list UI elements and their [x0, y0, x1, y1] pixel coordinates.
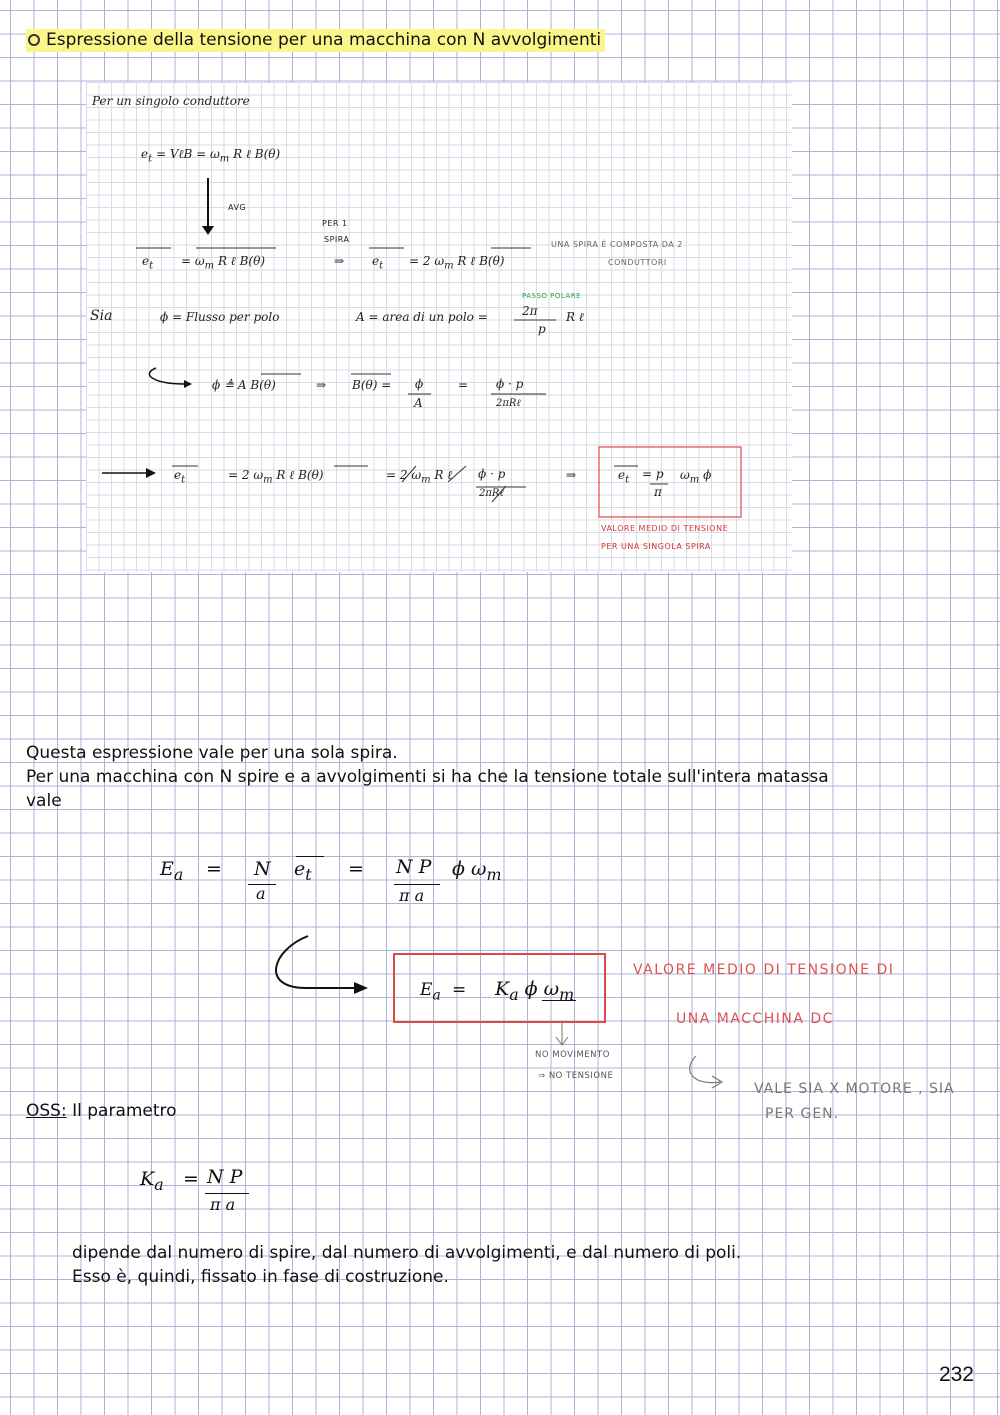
snap-eq4-c [386, 468, 452, 485]
paragraph-2b: vale [26, 791, 62, 811]
snap-eq2r-rest: R ℓ B(θ) [453, 254, 505, 268]
ea-a: a [256, 884, 266, 903]
snap-eq2-mid-a: = ω [181, 254, 205, 268]
snap-eq4-c-txt: = 2 ω [386, 468, 422, 482]
grey-curved-arrow-icon [682, 1052, 742, 1092]
snap-eq1 [141, 147, 280, 164]
snap-eq3: ϕ ≜ A B(θ) [212, 378, 276, 392]
section-title [26, 29, 605, 52]
ka-lhs-sub: a [154, 1174, 164, 1194]
red-note-1: VALORE MEDIO DI TENSIONE DI [633, 962, 895, 978]
snap-eq1-rhs-sub: m [219, 153, 230, 165]
ea-phiw-sub: m [486, 864, 502, 884]
oss-line [26, 1100, 177, 1124]
snap-box-w [680, 468, 711, 485]
oss-text: Il parametro [66, 1101, 177, 1121]
ea-N: N [254, 858, 271, 880]
snap-eq4-e-sub: t [181, 474, 186, 486]
down-arrow-icon [552, 1022, 572, 1048]
paragraph-4: Esso è, quindi, fissato in fase di costruzione. [72, 1267, 449, 1287]
snap-spira: SPIRA [324, 235, 350, 244]
snap-line-1: Per un singolo conduttore [92, 94, 250, 108]
snap-box-rhs: = p [642, 467, 664, 481]
ea-overline [296, 856, 324, 857]
snap-rl: R ℓ [566, 310, 584, 324]
paragraph-3: dipende dal numero di spire, dal numero di avvolgimenti, e dal numero di poli. [72, 1243, 742, 1263]
snap-eq4-c-rest: R ℓ [430, 468, 453, 482]
box-rhs-phiw: ϕ ω [518, 978, 560, 1000]
snap-eq2r-e: e [372, 254, 380, 268]
ea-et-sub: t [305, 864, 312, 884]
snap-implies-3: ⇒ [566, 468, 577, 482]
ea-NP: N P [396, 856, 432, 878]
ea-lhs-e: E [160, 858, 174, 880]
bullet-icon [28, 34, 40, 46]
snap-eq4-a-sub: m [263, 474, 273, 486]
ea-lhs [160, 858, 183, 884]
ea-fraction-bar-2 [394, 884, 440, 885]
snap-eq4-den: 2πRℓ [479, 488, 504, 499]
snap-eq4-a-txt: = 2 ω [228, 468, 264, 482]
ka-fraction-bar [205, 1193, 249, 1194]
snap-box-phi: ϕ [699, 468, 712, 482]
snap-frac-2pirl: 2πRℓ [496, 398, 521, 409]
box-lhs-e: E [420, 980, 433, 1000]
snap-box-e-txt: e [618, 468, 626, 482]
ka-pia: π a [210, 1195, 236, 1214]
snap-frac-phi: ϕ [415, 377, 424, 391]
box-lhs-sub: a [432, 987, 441, 1004]
snap-eq4-num: ϕ · p [478, 467, 506, 481]
snap-area-def: A = area di un polo = [356, 310, 488, 324]
snap-eq2-left [142, 254, 153, 271]
snap-avg: AVG [228, 203, 247, 212]
snap-frac-phip: ϕ · p [496, 377, 524, 391]
snap-eq4-c-sub: m [421, 474, 431, 486]
snap-eq4-e-txt: e [174, 468, 182, 482]
ea-eq-1: = [206, 858, 222, 880]
snap-eq2-mid-rest: R ℓ B(θ) [214, 254, 266, 268]
section-title-text: Espressione della tensione per una macchina con N avvolgimenti [46, 30, 602, 50]
snap-box-w-sub: m [689, 474, 700, 486]
snap-note-1: UNA SPIRA È COMPOSTA DA 2 [551, 240, 683, 249]
snap-eq2r-e-sub: t [379, 260, 384, 272]
snap-p: p [538, 322, 546, 336]
snap-eq4-e [174, 468, 185, 485]
box-underline [542, 1000, 576, 1001]
grey-note-2: PER GEN. [765, 1106, 840, 1122]
snap-eq4-a [228, 468, 323, 485]
grey-note-1: VALE SIA X MOTORE , SIA [754, 1081, 955, 1097]
snap-eq1-rhs: = VℓB = ω [155, 147, 220, 161]
snap-box-e [618, 468, 629, 485]
snap-implies-1: ⇒ [334, 254, 345, 268]
snap-per1: PER 1 [322, 219, 348, 228]
box-eq: = [452, 980, 467, 1000]
snap-eq2-e: e [142, 254, 150, 268]
no-voltage-note: ⇒ NO TENSIONE [538, 1071, 614, 1081]
ea-phiw-txt: ϕ ω [452, 858, 487, 880]
snap-eq2r-a: = 2 ω [409, 254, 445, 268]
snap-eq2r-sub: m [444, 260, 454, 272]
snap-red-1: VALORE MEDIO DI TENSIONE [601, 524, 729, 533]
snap-eq2-e-sub: t [149, 260, 154, 272]
box-rhs-w-sub: m [559, 984, 575, 1004]
snap-eq4-b: R ℓ B(θ) [272, 468, 324, 482]
box-rhs-k-sub: a [509, 984, 519, 1004]
snap-eq1-lhs: e [141, 147, 149, 161]
ea-pia: π a [399, 886, 425, 905]
red-note-2: UNA MACCHINA DC [676, 1011, 834, 1027]
snap-passo: PASSO POLARE [522, 292, 582, 300]
ea-et [294, 858, 312, 884]
snap-eq2-mid-sub: m [204, 260, 215, 272]
snap-eq-sign: = [458, 378, 469, 392]
ka-NP: N P [207, 1166, 243, 1188]
snap-box-pi: π [654, 485, 662, 499]
no-movement-note: NO MOVIMENTO [535, 1050, 610, 1060]
snap-implies-2: ⇒ [316, 378, 327, 392]
ea-lhs-sub: a [173, 864, 184, 884]
snap-phi-def: ϕ = Flusso per polo [160, 310, 280, 324]
ea-et-e: e [294, 858, 306, 880]
snap-eq3-b: B(θ) = [352, 378, 392, 392]
box-lhs [420, 980, 441, 1003]
snap-red-2: PER UNA SINGOLA SPIRA [601, 542, 711, 551]
snap-frac-A: A [414, 396, 423, 410]
ka-eq: = [183, 1168, 199, 1190]
snap-box-e-sub: t [625, 474, 630, 486]
snap-eq2-right [409, 254, 504, 271]
box-rhs-k: K [495, 978, 510, 1000]
snap-eq2-mid [181, 254, 265, 271]
ka-lhs [140, 1168, 164, 1194]
oss-label: OSS: [26, 1101, 67, 1121]
snap-box-w-txt: ω [680, 468, 690, 482]
ea-phiw [452, 858, 502, 884]
page-number: 232 [938, 1363, 974, 1386]
ka-lhs-k: K [140, 1168, 155, 1190]
snap-sia: Sia [90, 308, 113, 324]
snap-note-2: CONDUTTORI [608, 258, 667, 267]
paragraph-1: Questa espressione vale per una sola spira. [26, 743, 398, 763]
paragraph-2: Per una macchina con N spire e a avvolgimenti si ha che la tensione totale sull'intera matassa [26, 767, 829, 787]
snap-eq2-right-e [372, 254, 383, 271]
snap-eq1-rhs2: R ℓ B(θ) [229, 147, 281, 161]
ea-eq-2: = [348, 858, 364, 880]
curved-arrow-icon [262, 930, 372, 1004]
notes-snapshot [86, 82, 792, 572]
snap-2pi: 2π [522, 304, 538, 318]
snap-eq1-sub: t [148, 153, 153, 165]
